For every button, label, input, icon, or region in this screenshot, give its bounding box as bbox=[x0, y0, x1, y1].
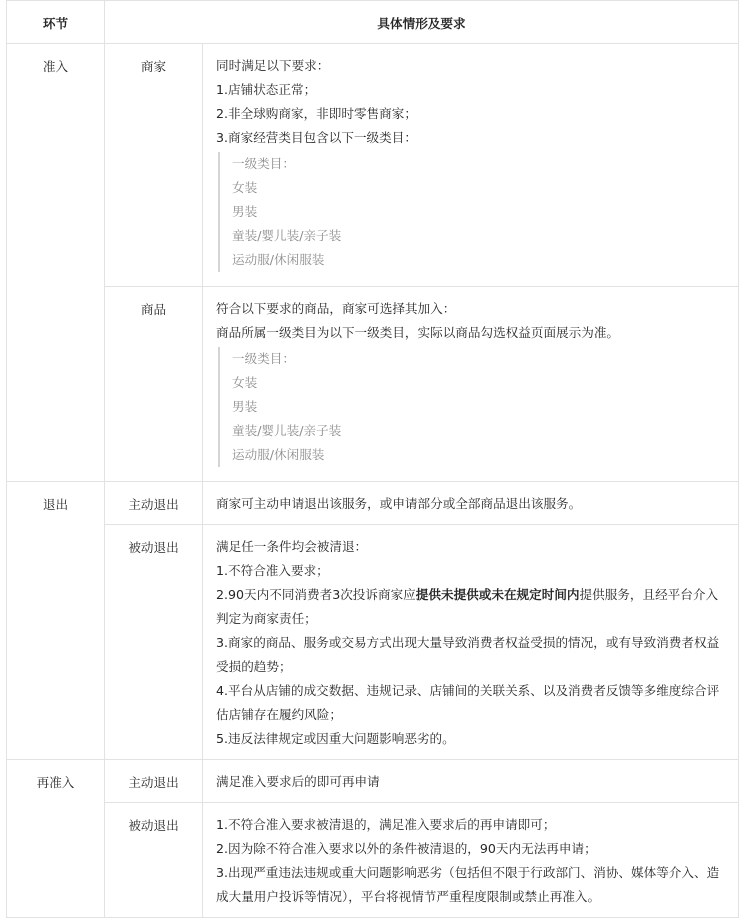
entry-product-content bbox=[203, 287, 739, 482]
stage-entry: 准入 bbox=[7, 44, 105, 482]
product-category-quote bbox=[218, 347, 730, 467]
header-detail: 具体情形及要求 bbox=[105, 1, 739, 44]
exit-passive-item-5: 5.违反法律规定或因重大问题影响恶劣的。 bbox=[216, 731, 455, 746]
reentry-passive-row bbox=[7, 803, 739, 918]
exit-passive-intro: 满足任一条件均会被清退： bbox=[216, 539, 368, 554]
sub-reentry-passive: 被动退出 bbox=[105, 803, 203, 918]
exit-active-row bbox=[7, 482, 739, 525]
merchant-category-quote bbox=[218, 152, 730, 272]
exit-active-text: 商家可主动申请退出该服务，或申请部分或全部商品退出该服务。 bbox=[216, 496, 582, 511]
product-category-item: 童装/婴儿装/亲子装 bbox=[232, 423, 342, 438]
header-row bbox=[7, 1, 739, 44]
sub-exit-passive: 被动退出 bbox=[105, 525, 203, 760]
rules-table bbox=[6, 0, 739, 918]
exit-passive-content bbox=[203, 525, 739, 760]
product-line-2: 商品所属一级类目为以下一级类目，实际以商品勾选权益页面展示为准。 bbox=[216, 325, 619, 340]
product-category-item: 女装 bbox=[232, 375, 258, 390]
item2-bold: 提供未提供或未在规定时间内 bbox=[415, 587, 580, 602]
merchant-category-item: 女装 bbox=[232, 180, 258, 195]
stage-exit: 退出 bbox=[7, 482, 105, 760]
reentry-passive-item-2: 2.因为除不符合准入要求以外的条件被清退的，90天内无法再申请； bbox=[216, 841, 597, 856]
exit-active-content bbox=[203, 482, 739, 525]
exit-passive-item-4: 4.平台从店铺的成交数据、违规记录、店铺间的关联关系、以及消费者反馈等多维度综合评估店铺存在履约风险； bbox=[216, 683, 720, 722]
exit-passive-item-1: 1.不符合准入要求； bbox=[216, 563, 329, 578]
exit-passive-row bbox=[7, 525, 739, 760]
item2-post: 提供服务，且经平台介入判定为商家责任； bbox=[216, 587, 719, 626]
item2-pre: 2.90天内不同消费者3次投诉商家应 bbox=[216, 587, 416, 602]
product-category-title: 一级类目： bbox=[232, 351, 295, 366]
header-stage: 环节 bbox=[7, 1, 105, 44]
reentry-passive-item-1: 1.不符合准入要求被清退的，满足准入要求后的再申请即可； bbox=[216, 817, 556, 832]
reentry-passive-content bbox=[203, 803, 739, 918]
merchant-category-item: 男装 bbox=[232, 204, 258, 219]
sub-exit-active: 主动退出 bbox=[105, 482, 203, 525]
product-category-item: 男装 bbox=[232, 399, 258, 414]
reentry-active-row bbox=[7, 760, 739, 803]
exit-passive-item-3: 3.商家的商品、服务或交易方式出现大量导致消费者权益受损的情况，或有导致消费者权益受损的趋势； bbox=[216, 635, 720, 674]
reentry-active-text: 满足准入要求后的即可再申请 bbox=[216, 774, 380, 789]
sub-reentry-active: 主动退出 bbox=[105, 760, 203, 803]
merchant-item-3: 3.商家经营类目包含以下一级类目： bbox=[216, 130, 417, 145]
merchant-category-title: 一级类目： bbox=[232, 156, 295, 171]
exit-passive-item-2 bbox=[216, 583, 730, 631]
sub-merchant: 商家 bbox=[105, 44, 203, 287]
product-intro: 符合以下要求的商品，商家可选择其加入： bbox=[216, 301, 456, 316]
reentry-active-content bbox=[203, 760, 739, 803]
stage-reentry: 再准入 bbox=[7, 760, 105, 918]
entry-merchant-row bbox=[7, 44, 739, 287]
merchant-item-2: 2.非全球购商家，非即时零售商家； bbox=[216, 106, 417, 121]
merchant-item-1: 1.店铺状态正常； bbox=[216, 82, 317, 97]
merchant-category-item: 运动服/休闲服装 bbox=[232, 252, 325, 267]
product-category-item: 运动服/休闲服装 bbox=[232, 447, 325, 462]
sub-product: 商品 bbox=[105, 287, 203, 482]
entry-product-row bbox=[7, 287, 739, 482]
reentry-passive-item-3: 3.出现严重违法违规或重大问题影响恶劣（包括但不限于行政部门、消协、媒体等介入、造成大量用户投诉等情况），平台将视情节严重程度限制或禁止再准入。 bbox=[216, 865, 720, 904]
merchant-category-item: 童装/婴儿装/亲子装 bbox=[232, 228, 342, 243]
merchant-intro: 同时满足以下要求： bbox=[216, 58, 330, 73]
entry-merchant-content bbox=[203, 44, 739, 287]
